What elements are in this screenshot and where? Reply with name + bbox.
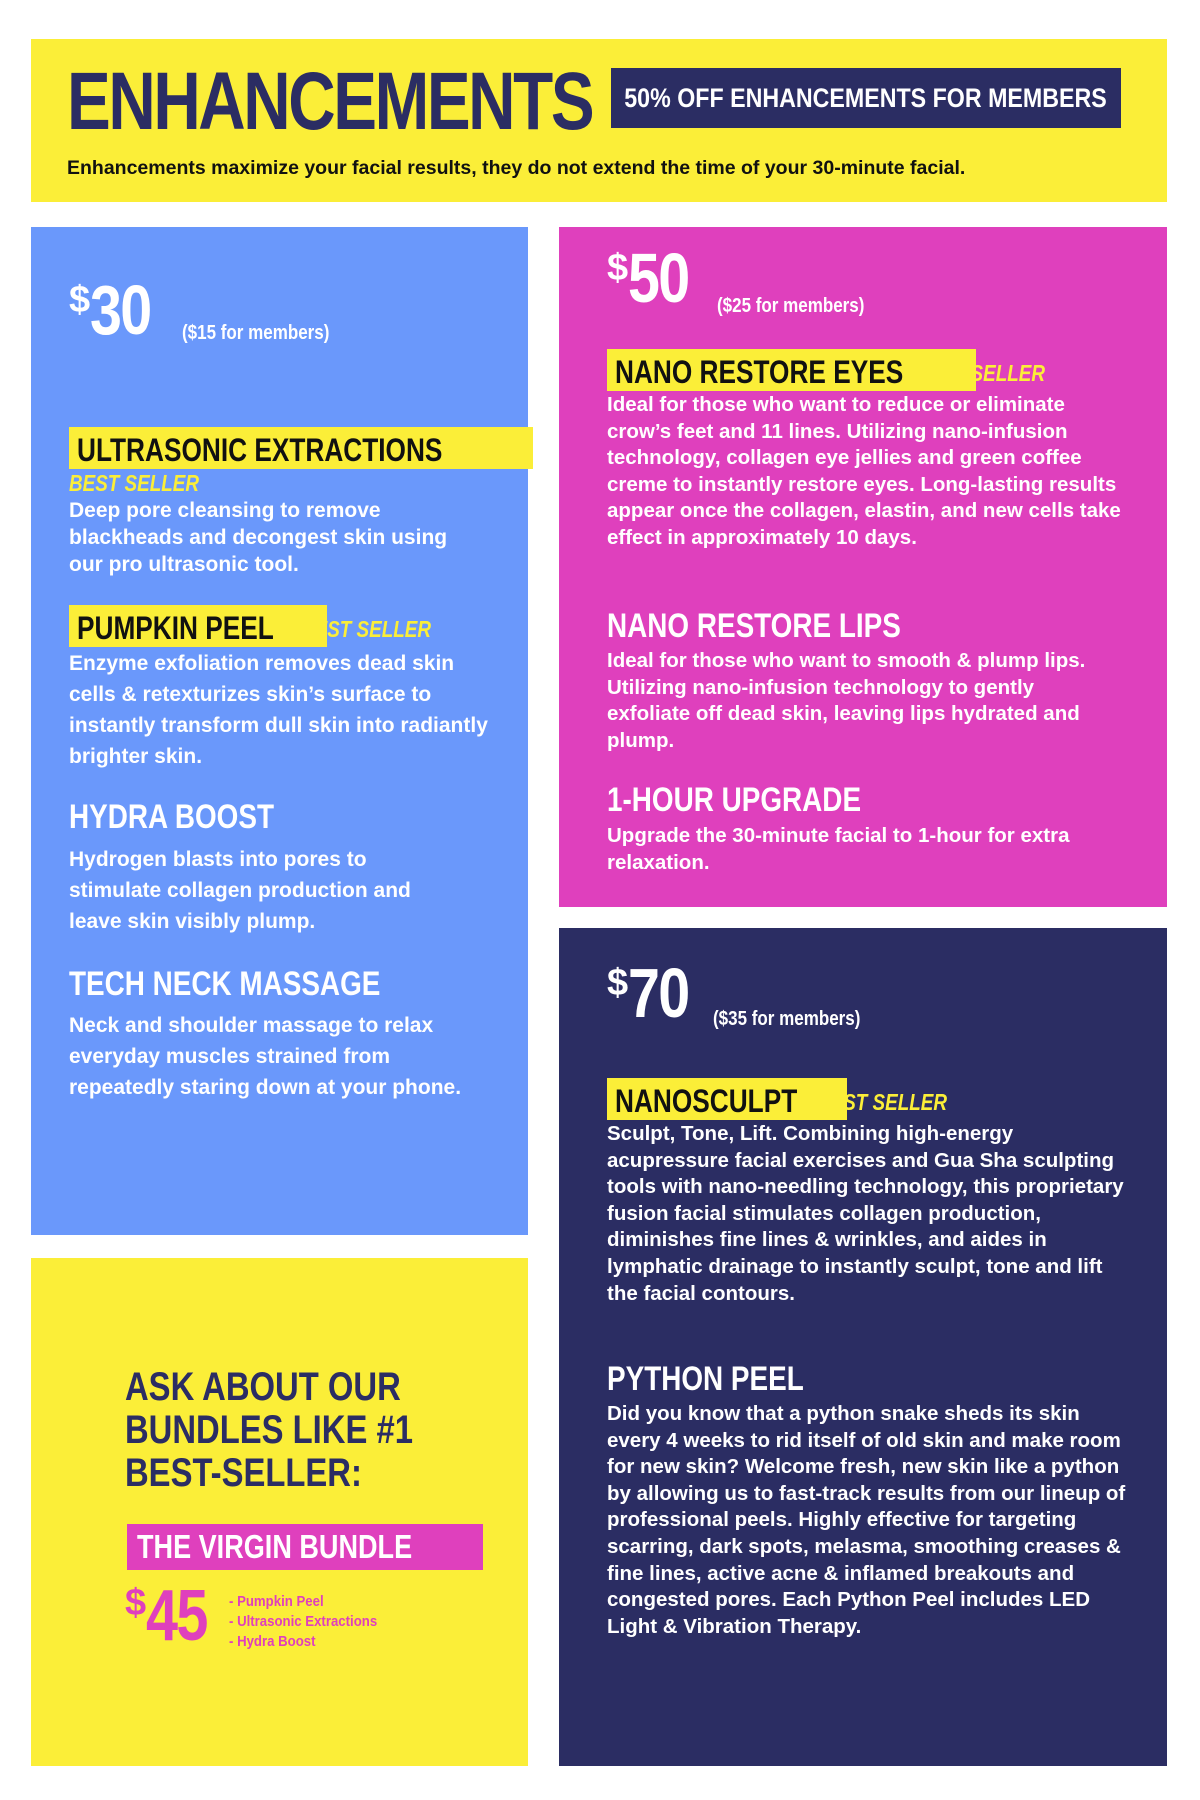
- list-item: - Hydra Boost: [229, 1633, 316, 1650]
- service-title-pumpkin-peel: PUMPKIN PEEL: [69, 605, 327, 647]
- bundle-panel: [31, 1258, 528, 1766]
- service-desc-pumpkin-peel: Enzyme exfoliation removes dead skin cells & retexturizes skin’s surface to instantly transform dull skin into radiantly brighter skin.: [69, 652, 488, 768]
- tier-30-price: $ 30: [69, 271, 151, 349]
- service-title-tech-neck-massage: TECH NECK MASSAGE: [69, 965, 381, 1003]
- tier-50-price: $ 50: [607, 239, 689, 317]
- bundle-heading: ASK ABOUT OUR BUNDLES LIKE #1 BEST-SELLER:: [125, 1365, 413, 1495]
- member-discount-badge: 50% OFF ENHANCEMENTS FOR MEMBERS: [611, 68, 1121, 128]
- bundle-includes-list: [229, 1592, 377, 1652]
- bundle-price: $ 45: [125, 1576, 208, 1656]
- header-subtitle: Enhancements maximize your facial results, they do not extend the time of your 30-minute facial.: [67, 157, 966, 179]
- best-seller-badge: BEST SELLER: [301, 616, 431, 642]
- service-title-ultrasonic-extractions: ULTRASONIC EXTRACTIONS: [69, 427, 533, 469]
- service-title-hydra-boost: HYDRA BOOST: [69, 798, 274, 836]
- list-item: - Ultrasonic Extractions: [229, 1613, 378, 1630]
- service-desc-nanosculpt: Sculpt, Tone, Lift. Combining high-energy acupressure facial exercises and Gua Sha sculpting tools with nano-needling technology, this proprietary fusion facial stimulates collagen production, diminishes fine lines & wrinkles, and aides in lymphatic drainage to instantly sculpt, tone and lift the facial contours.: [607, 1122, 1124, 1305]
- service-title-1-hour-upgrade: 1-HOUR UPGRADE: [607, 781, 862, 819]
- tier-30-panel: [31, 227, 528, 1235]
- service-desc-1-hour-upgrade: Upgrade the 30-minute facial to 1-hour for extra relaxation.: [607, 824, 1070, 874]
- tier-70-panel: [559, 928, 1167, 1766]
- service-title-nanosculpt: NANOSCULPT: [607, 1078, 847, 1120]
- best-seller-badge: BEST SELLER: [817, 1089, 947, 1115]
- service-title-python-peel: PYTHON PEEL: [607, 1360, 804, 1398]
- tier-70-price: $ 70: [607, 954, 689, 1032]
- service-desc-tech-neck-massage: Neck and shoulder massage to relax everyday muscles strained from repeatedly staring down at your phone.: [69, 1014, 462, 1099]
- service-desc-nano-restore-lips: Ideal for those who want to smooth & plump lips. Utilizing nano-infusion technology to gently exfoliate off dead skin, leaving lips hydrated and plump.: [607, 649, 1086, 752]
- page-title: ENHANCEMENTS: [67, 56, 593, 147]
- service-desc-python-peel: Did you know that a python snake sheds its skin every 4 weeks to rid itself of old skin and make room for new skin? Welcome fresh, new skin like a python by allowing us to fast-track results from our lineup of professional peels. Highly effective for targeting scarring, dark spots, melasma, smoothing creases & fine lines, active acne & inflamed breakouts and congested pores. Each Python Peel includes LED Light & Vibration Therapy.: [607, 1402, 1126, 1638]
- service-title-nano-restore-eyes: NANO RESTORE EYES: [607, 349, 976, 391]
- tier-50-panel: [559, 227, 1167, 907]
- tier-50-member-price: ($25 for members): [717, 295, 865, 317]
- list-item: - Pumpkin Peel: [229, 1593, 324, 1610]
- header-banner: [31, 39, 1167, 202]
- service-desc-nano-restore-eyes: Ideal for those who want to reduce or eliminate crow’s feet and 11 lines. Utilizing nano-infusion technology, collagen eye jellies and green coffee creme to instantly restore eyes. Long-lasting results appear once the collagen, elastin, and new cells take effect in approximately 10 days.: [607, 393, 1121, 549]
- best-seller-badge: BEST SELLER: [69, 470, 199, 496]
- service-desc-ultrasonic-extractions: Deep pore cleansing to remove blackheads and decongest skin using our pro ultrasonic tool.: [69, 499, 448, 576]
- service-desc-hydra-boost: Hydrogen blasts into pores to stimulate collagen production and leave skin visibly plump.: [69, 848, 411, 933]
- service-title-nano-restore-lips: NANO RESTORE LIPS: [607, 607, 901, 645]
- bundle-name-badge: THE VIRGIN BUNDLE: [127, 1524, 483, 1570]
- tier-70-member-price: ($35 for members): [713, 1008, 861, 1030]
- tier-30-member-price: ($15 for members): [182, 322, 330, 344]
- best-seller-badge: BEST SELLER: [915, 360, 1045, 386]
